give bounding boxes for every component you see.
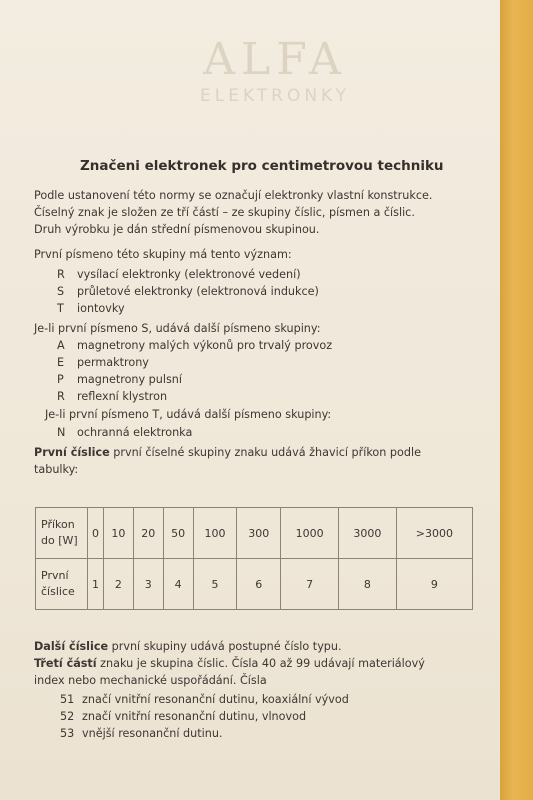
table-cell: 0 (88, 508, 104, 559)
item-text: magnetrony malých výkonů pro trvalý provoz (77, 339, 333, 352)
watermark-logo (160, 34, 390, 106)
first-letter-heading: První písmeno této skupiny má tento význam: (34, 248, 292, 261)
item-text: vnější resonanční dutinu. (82, 727, 223, 740)
list-item (60, 710, 306, 723)
digit-line (34, 444, 421, 461)
bold-lead: Další číslice (34, 640, 109, 653)
item-key: N (57, 426, 66, 439)
list-item (60, 727, 222, 740)
table-cell: 5 (193, 559, 237, 610)
watermark-sub: ELEKTRONKY (199, 86, 350, 106)
table-cell: 6 (237, 559, 281, 610)
item-key: S (57, 285, 65, 298)
item-text: značí vnitřní resonanční dutinu, vlnovod (82, 710, 307, 723)
table-row (36, 508, 473, 559)
table-cell: 3 (133, 559, 163, 610)
item-text: vysílací elektronky (elektronové vedení) (77, 268, 301, 281)
row-header (36, 508, 88, 559)
table-cell: 100 (193, 508, 237, 559)
list-item (57, 356, 149, 369)
intro-line: Druh výrobku je dán střední písmenovou skupinou. (34, 223, 320, 236)
table-cell: 20 (133, 508, 163, 559)
power-table (35, 507, 473, 610)
item-key: T (57, 302, 64, 315)
list-item (57, 373, 182, 386)
item-key: P (57, 373, 64, 386)
line-rest: index nebo mechanické uspořádání. Čísla (34, 674, 267, 687)
table-cell: 50 (163, 508, 193, 559)
item-text: ochranná elektronka (77, 426, 193, 439)
bottom-line (34, 655, 425, 672)
item-key: A (57, 339, 65, 352)
table-cell: 1 (88, 559, 104, 610)
bottom-line (34, 638, 425, 655)
line-rest: první číselné skupiny znaku udává žhavicí příkon podle (109, 446, 421, 459)
intro-line: Číselný znak je složen ze tří částí – ze skupiny číslic, písmen a číslic. (34, 206, 415, 219)
watermark-brand: ALFA (203, 34, 347, 85)
table-cell: 7 (281, 559, 339, 610)
header-line: číslice (41, 585, 75, 598)
item-text: reflexní klystron (77, 390, 168, 403)
intro-line: Podle ustanovení této normy se označují elektronky vlastní konstrukce. (34, 189, 433, 202)
table-cell: 3000 (339, 508, 397, 559)
list-item (60, 693, 349, 706)
bold-lead: Třetí částí (34, 657, 97, 670)
list-item (57, 268, 301, 281)
list-item (57, 339, 332, 352)
book-spine (500, 0, 533, 800)
intro-paragraph (34, 187, 432, 238)
list-item (57, 302, 125, 315)
table-cell: 1000 (281, 508, 339, 559)
s-heading: Je-li první písmeno S, udává další písmeno skupiny: (34, 322, 321, 335)
item-key: R (57, 390, 65, 403)
line-rest: znaku je skupina číslic. Čísla 40 až 99 udávají materiálový (96, 657, 425, 670)
table-row (36, 559, 473, 610)
item-key: E (57, 356, 65, 369)
header-line: do [W] (41, 534, 78, 547)
table-cell: >3000 (396, 508, 472, 559)
header-line: Příkon (41, 518, 75, 531)
item-key: 51 (60, 693, 75, 706)
digit-paragraph (34, 444, 421, 478)
list-item (57, 285, 319, 298)
item-text: magnetrony pulsní (77, 373, 183, 386)
table-cell: 2 (103, 559, 133, 610)
row-header (36, 559, 88, 610)
item-text: značí vnitřní resonanční dutinu, koaxiální vývod (82, 693, 349, 706)
item-text: iontovky (77, 302, 125, 315)
header-line: První (41, 569, 69, 582)
item-key: 53 (60, 727, 75, 740)
line-rest: první skupiny udává postupné číslo typu. (108, 640, 342, 653)
item-text: průletové elektronky (elektronová indukce) (77, 285, 319, 298)
bottom-line (34, 672, 425, 689)
table-cell: 8 (339, 559, 397, 610)
table-cell: 4 (163, 559, 193, 610)
table-cell: 300 (237, 508, 281, 559)
item-key: R (57, 268, 65, 281)
digit-line (34, 461, 421, 478)
bottom-paragraph (34, 638, 425, 689)
table-cell: 10 (103, 508, 133, 559)
page-title: Značeni elektronek pro centimetrovou techniku (80, 158, 444, 174)
t-heading: Je-li první písmeno T, udává další písmeno skupiny: (45, 408, 332, 421)
list-item (57, 390, 167, 403)
line-rest: tabulky: (34, 463, 79, 476)
item-text: permaktrony (77, 356, 149, 369)
list-item (57, 426, 192, 439)
table-cell: 9 (396, 559, 472, 610)
bold-lead: První číslice (34, 446, 110, 459)
item-key: 52 (60, 710, 75, 723)
